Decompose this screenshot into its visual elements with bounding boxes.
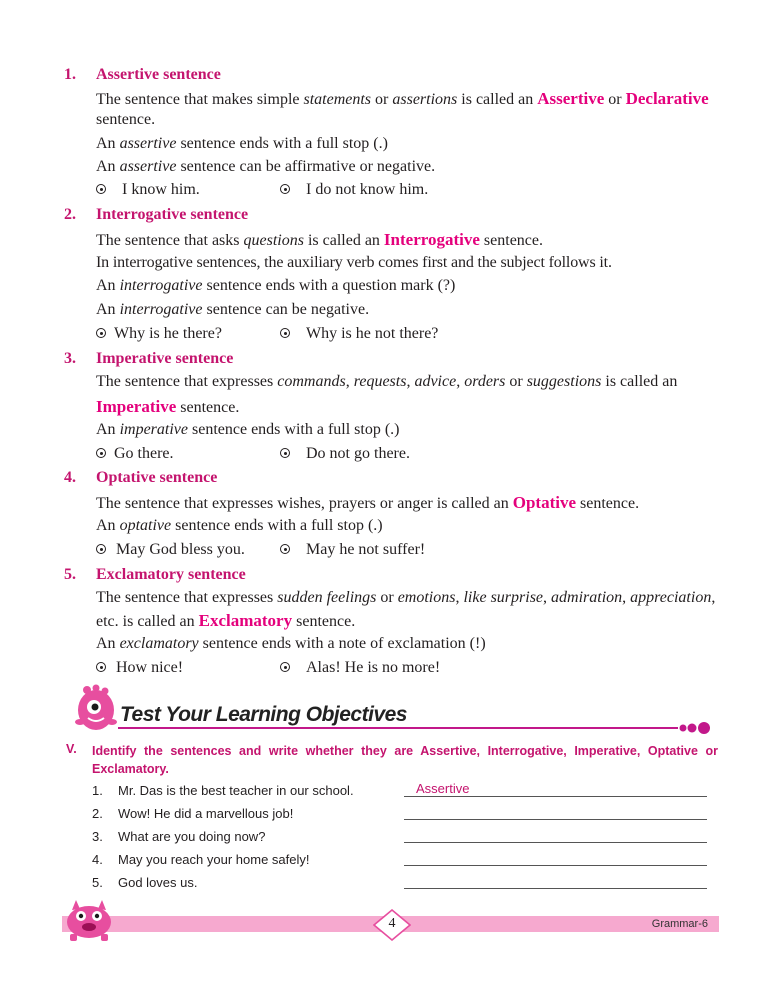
exercise-number: V. (66, 742, 77, 756)
section-text: In interrogative sentences, the auxiliary verb comes first and the subject follows it. (96, 254, 612, 271)
section-number: 1. (64, 66, 76, 83)
exercise-item-number: 5. (92, 875, 103, 890)
example-bullet: I do not know him. (280, 181, 428, 199)
page-number: 4 (388, 916, 396, 931)
section-title-exclamatory: Exclamatory sentence (96, 566, 246, 583)
section-text: The sentence that expresses wishes, prayers or anger is called an Optative sentence. (96, 493, 640, 512)
section-text: An optative sentence ends with a full stop (.) (96, 517, 383, 534)
bullet-icon (280, 184, 290, 194)
section-number: 5. (64, 566, 76, 583)
exercise-item-text: Wow! He did a marvellous job! (118, 806, 294, 821)
example-bullet: Why is he not there? (280, 325, 438, 343)
section-number: 2. (64, 206, 76, 223)
section-text: An imperative sentence ends with a full stop (.) (96, 421, 400, 438)
bullet-icon (280, 448, 290, 458)
example-bullet: I know him. (96, 181, 200, 199)
exercise-item-text: What are you doing now? (118, 829, 266, 844)
section-number: 4. (64, 469, 76, 486)
answer-field[interactable] (404, 850, 707, 866)
answer-field[interactable] (404, 873, 707, 889)
bullet-icon (280, 328, 290, 338)
bullet-icon (96, 662, 106, 672)
section-title-imperative: Imperative sentence (96, 350, 234, 367)
bullet-icon (96, 544, 106, 554)
bullet-icon (96, 328, 106, 338)
section-text: An assertive sentence can be affirmative or negative. (96, 158, 436, 175)
section-text: The sentence that makes simple statements or assertions is called an Assertive or Declarative (96, 89, 709, 108)
example-bullet: How nice! (96, 659, 183, 677)
section-text: The sentence that asks questions is called an Interrogative sentence. (96, 230, 543, 249)
section-text: An interrogative sentence can be negative. (96, 301, 370, 318)
example-bullet: May God bless you. (96, 541, 245, 559)
section-number: 3. (64, 350, 76, 367)
section-text: Imperative sentence. (96, 397, 240, 416)
answer-field[interactable] (404, 827, 707, 843)
footer-monster-icon (60, 896, 118, 942)
section-text: An exclamatory sentence ends with a note of exclamation (!) (96, 635, 486, 652)
bullet-icon (280, 662, 290, 672)
example-bullet: Do not go there. (280, 445, 410, 463)
example-bullet: May he not suffer! (280, 541, 425, 559)
exercise-item-number: 4. (92, 852, 103, 867)
section-title-assertive: Assertive sentence (96, 66, 221, 83)
exercise-instruction: Identify the sentences and write whether they are Assertive, Interrogative, Imperative, Optative or Exclamatory. (92, 744, 718, 776)
bullet-icon (280, 544, 290, 554)
example-bullet: Why is he there? (96, 325, 222, 343)
section-text: The sentence that expresses commands, requests, advice, orders or suggestions is called an (96, 373, 678, 390)
exercise-item-number: 1. (92, 783, 103, 798)
section-text: sentence. (96, 111, 156, 128)
section-text: An assertive sentence ends with a full stop (.) (96, 135, 388, 152)
example-bullet: Alas! He is no more! (280, 659, 440, 677)
bullet-icon (96, 184, 106, 194)
section-title-optative: Optative sentence (96, 469, 218, 486)
exercise-item-number: 3. (92, 829, 103, 844)
exercise-item-text: God loves us. (118, 875, 198, 890)
exercise-item-text: Mr. Das is the best teacher in our school. (118, 783, 354, 798)
section-text: An interrogative sentence ends with a question mark (?) (96, 277, 456, 294)
section-text: The sentence that expresses sudden feelings or emotions, like surprise, admiration, appreciation, (96, 589, 716, 606)
exercise-item-text: May you reach your home safely! (118, 852, 310, 867)
section-title-interrogative: Interrogative sentence (96, 206, 249, 223)
answer-field[interactable]: Assertive (404, 781, 707, 797)
banner-title: Test Your Learning Objectives (120, 703, 407, 726)
exercise-item-number: 2. (92, 806, 103, 821)
footer-book-title: Grammar-6 (651, 918, 708, 930)
answer-field[interactable] (404, 804, 707, 820)
example-bullet: Go there. (96, 445, 174, 463)
section-text: etc. is called an Exclamatory sentence. (96, 611, 356, 630)
bullet-icon (96, 448, 106, 458)
